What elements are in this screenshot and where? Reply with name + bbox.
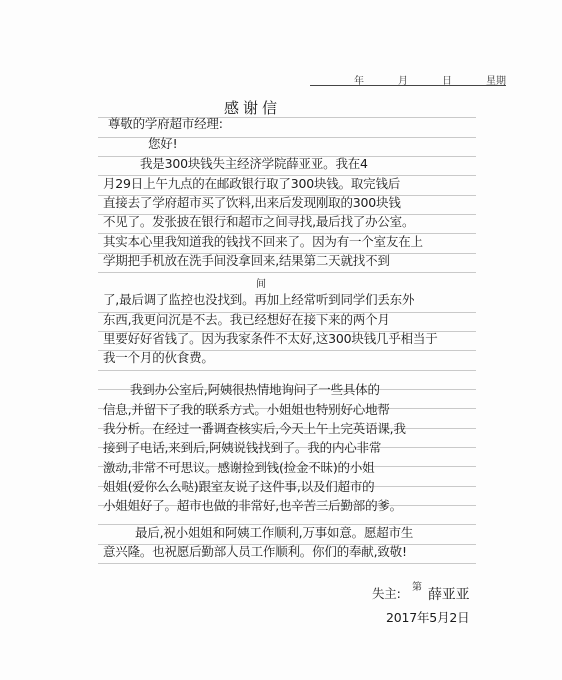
ruled-line bbox=[98, 563, 476, 564]
body-line: 激动,非常不可思议。感谢捡到钱(捡金不昧)的小姐 bbox=[103, 460, 375, 475]
body-line: 里要好好省钱了。因为我家条件不太好,这300块钱几乎相当于 bbox=[103, 331, 438, 346]
salutation: 尊敬的学府超市经理: bbox=[108, 116, 223, 131]
weekday-label: 星期 bbox=[486, 76, 506, 87]
date-header bbox=[336, 72, 506, 87]
signature-label: 失主: bbox=[372, 586, 401, 601]
ruled-line bbox=[98, 370, 476, 371]
signature-name: 薛亚亚 bbox=[428, 587, 470, 603]
body-line: 我分析。在经过一番调查核实后,今天上午上完英语课,我 bbox=[103, 421, 406, 436]
body-line: 意兴隆。也祝愿后勤部人员工作顺利。你们的奉献,致敬! bbox=[103, 544, 407, 559]
body-line: 月29日上午九点的在邮政银行取了300块钱。取完钱后 bbox=[103, 176, 401, 191]
body-line: 姐姐(爱你么么哒)跟室友说了这件事,以及们超市的 bbox=[103, 479, 375, 494]
month-label: 月 bbox=[398, 76, 408, 87]
body-line: 我到办公室后,阿姨很热情地询问了一些具体的 bbox=[130, 382, 380, 397]
body-line: 其实本心里我知道我的钱找不回来了。因为有一个室友在上 bbox=[103, 234, 423, 249]
body-line: 直接去了学府超市买了饮料,出来后发现刚取的300块钱 bbox=[103, 195, 401, 210]
body-line: 接到了电话,来到后,阿姨说钱找到了。我的内心非常 bbox=[103, 440, 382, 455]
inserted-word: 间 bbox=[256, 279, 266, 290]
body-line: 学期把手机放在洗手间没拿回来,结果第二天就找不到 bbox=[103, 253, 390, 268]
body-line: 信息,并留下了我的联系方式。小姐姐也特别好心地帮 bbox=[103, 402, 390, 417]
body-line: 了,最后调了监控也没找到。再加上经常听到同学们丢东外 bbox=[103, 292, 415, 307]
body-line: 东西,我更问沉是不去。我已经想好在接下来的两个月 bbox=[103, 312, 390, 327]
body-line: 小姐姐好了。超市也做的非常好,也辛苦三后勤部的爹。 bbox=[103, 498, 402, 513]
date-header-line bbox=[310, 85, 506, 86]
body-line: 我一个月的伙食费。 bbox=[103, 350, 214, 365]
body-line: 我是300块钱失主经济学院薛亚亚。我在4 bbox=[140, 156, 368, 171]
ruled-line bbox=[98, 272, 476, 273]
body-line: 不见了。发张披在银行和超市之间寻找,最后找了办公室。 bbox=[103, 214, 415, 229]
signature-date: 2017年5月2日 bbox=[386, 610, 470, 625]
greeting: 您好! bbox=[148, 136, 178, 151]
body-line: 最后,祝小姐姐和阿姨工作顺利,万事如意。愿超市生 bbox=[135, 525, 414, 540]
day-label: 日 bbox=[442, 76, 452, 87]
signature-inserted-mark: 第 bbox=[412, 582, 422, 593]
letter-title: 感谢信 bbox=[224, 99, 282, 117]
year-label: 年 bbox=[354, 76, 364, 87]
